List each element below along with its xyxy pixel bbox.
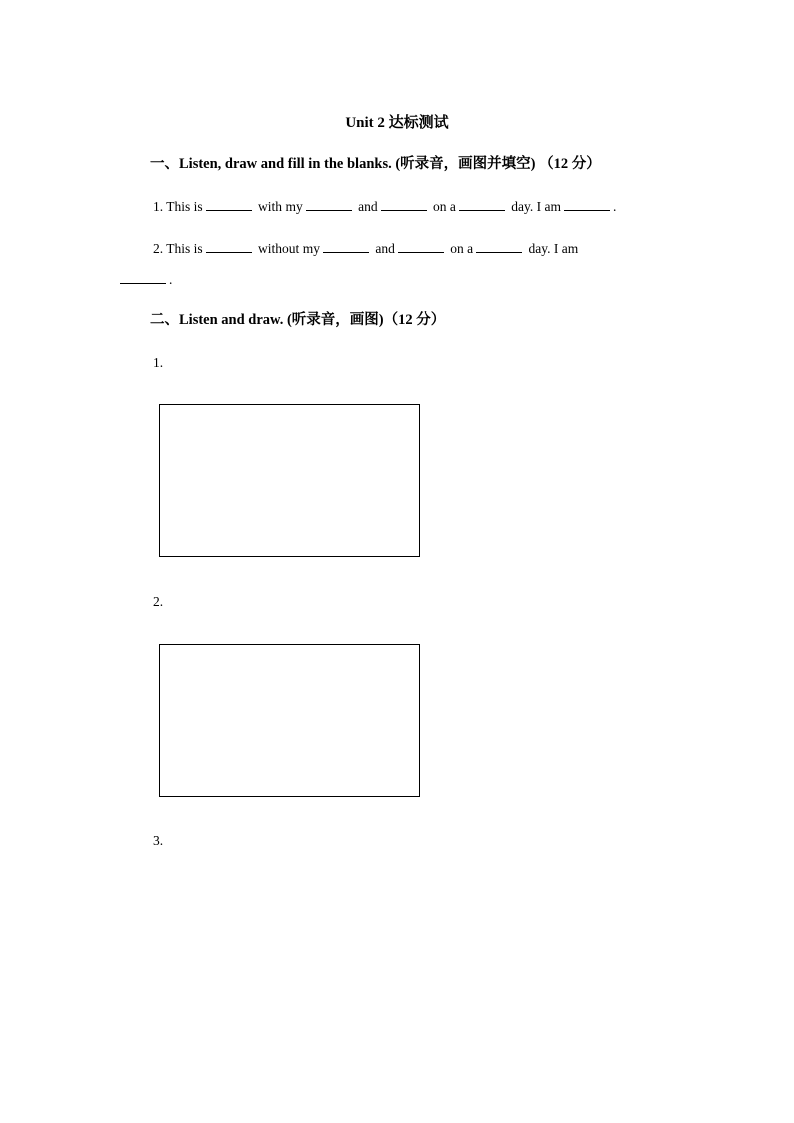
answer-blank[interactable] xyxy=(381,197,427,211)
word: my xyxy=(302,241,320,256)
answer-blank[interactable] xyxy=(564,197,610,211)
question-1 xyxy=(153,197,616,217)
question-2-continuation xyxy=(120,270,172,290)
answer-blank[interactable] xyxy=(398,239,444,253)
word: without xyxy=(258,241,300,256)
draw-item-1-label: 1. xyxy=(153,355,164,370)
draw-item-2-label: 2. xyxy=(153,594,164,609)
answer-blank[interactable] xyxy=(476,239,522,253)
word: and xyxy=(375,241,395,256)
word: is xyxy=(193,241,203,256)
answer-blank[interactable] xyxy=(206,197,252,211)
answer-blank[interactable] xyxy=(120,270,166,284)
word: on xyxy=(432,199,447,214)
section-1-heading: 一、Listen, draw and fill in the blanks. (听录音，画图并填空) （12 分） xyxy=(150,156,601,172)
answer-blank[interactable] xyxy=(459,197,505,211)
word: I xyxy=(553,241,559,256)
drawing-box-2[interactable] xyxy=(159,644,420,797)
word: This xyxy=(166,199,191,214)
answer-blank[interactable] xyxy=(206,239,252,253)
word: a xyxy=(449,199,456,214)
drawing-box-1[interactable] xyxy=(159,404,420,557)
draw-item-3-label: 3. xyxy=(153,833,164,848)
question-2 xyxy=(153,239,578,259)
word: day. xyxy=(511,199,534,214)
word: I xyxy=(536,199,542,214)
period: . xyxy=(169,272,173,287)
word: day. xyxy=(528,241,551,256)
word: on xyxy=(450,241,464,256)
word: and xyxy=(358,199,378,214)
word: a xyxy=(467,241,474,256)
question-number: 1. xyxy=(153,199,164,214)
answer-blank[interactable] xyxy=(306,197,352,211)
word: am xyxy=(561,241,579,256)
section-2-heading: 二、Listen and draw. (听录音，画图)（12 分） xyxy=(150,312,446,328)
word: with xyxy=(258,199,283,214)
period: . xyxy=(612,199,617,214)
question-number: 2. xyxy=(153,241,164,256)
word: This xyxy=(166,241,191,256)
word: my xyxy=(285,199,303,214)
word: am xyxy=(544,199,561,214)
page-title: Unit 2 达标测试 xyxy=(345,115,449,131)
answer-blank[interactable] xyxy=(323,239,369,253)
word: is xyxy=(193,199,203,214)
